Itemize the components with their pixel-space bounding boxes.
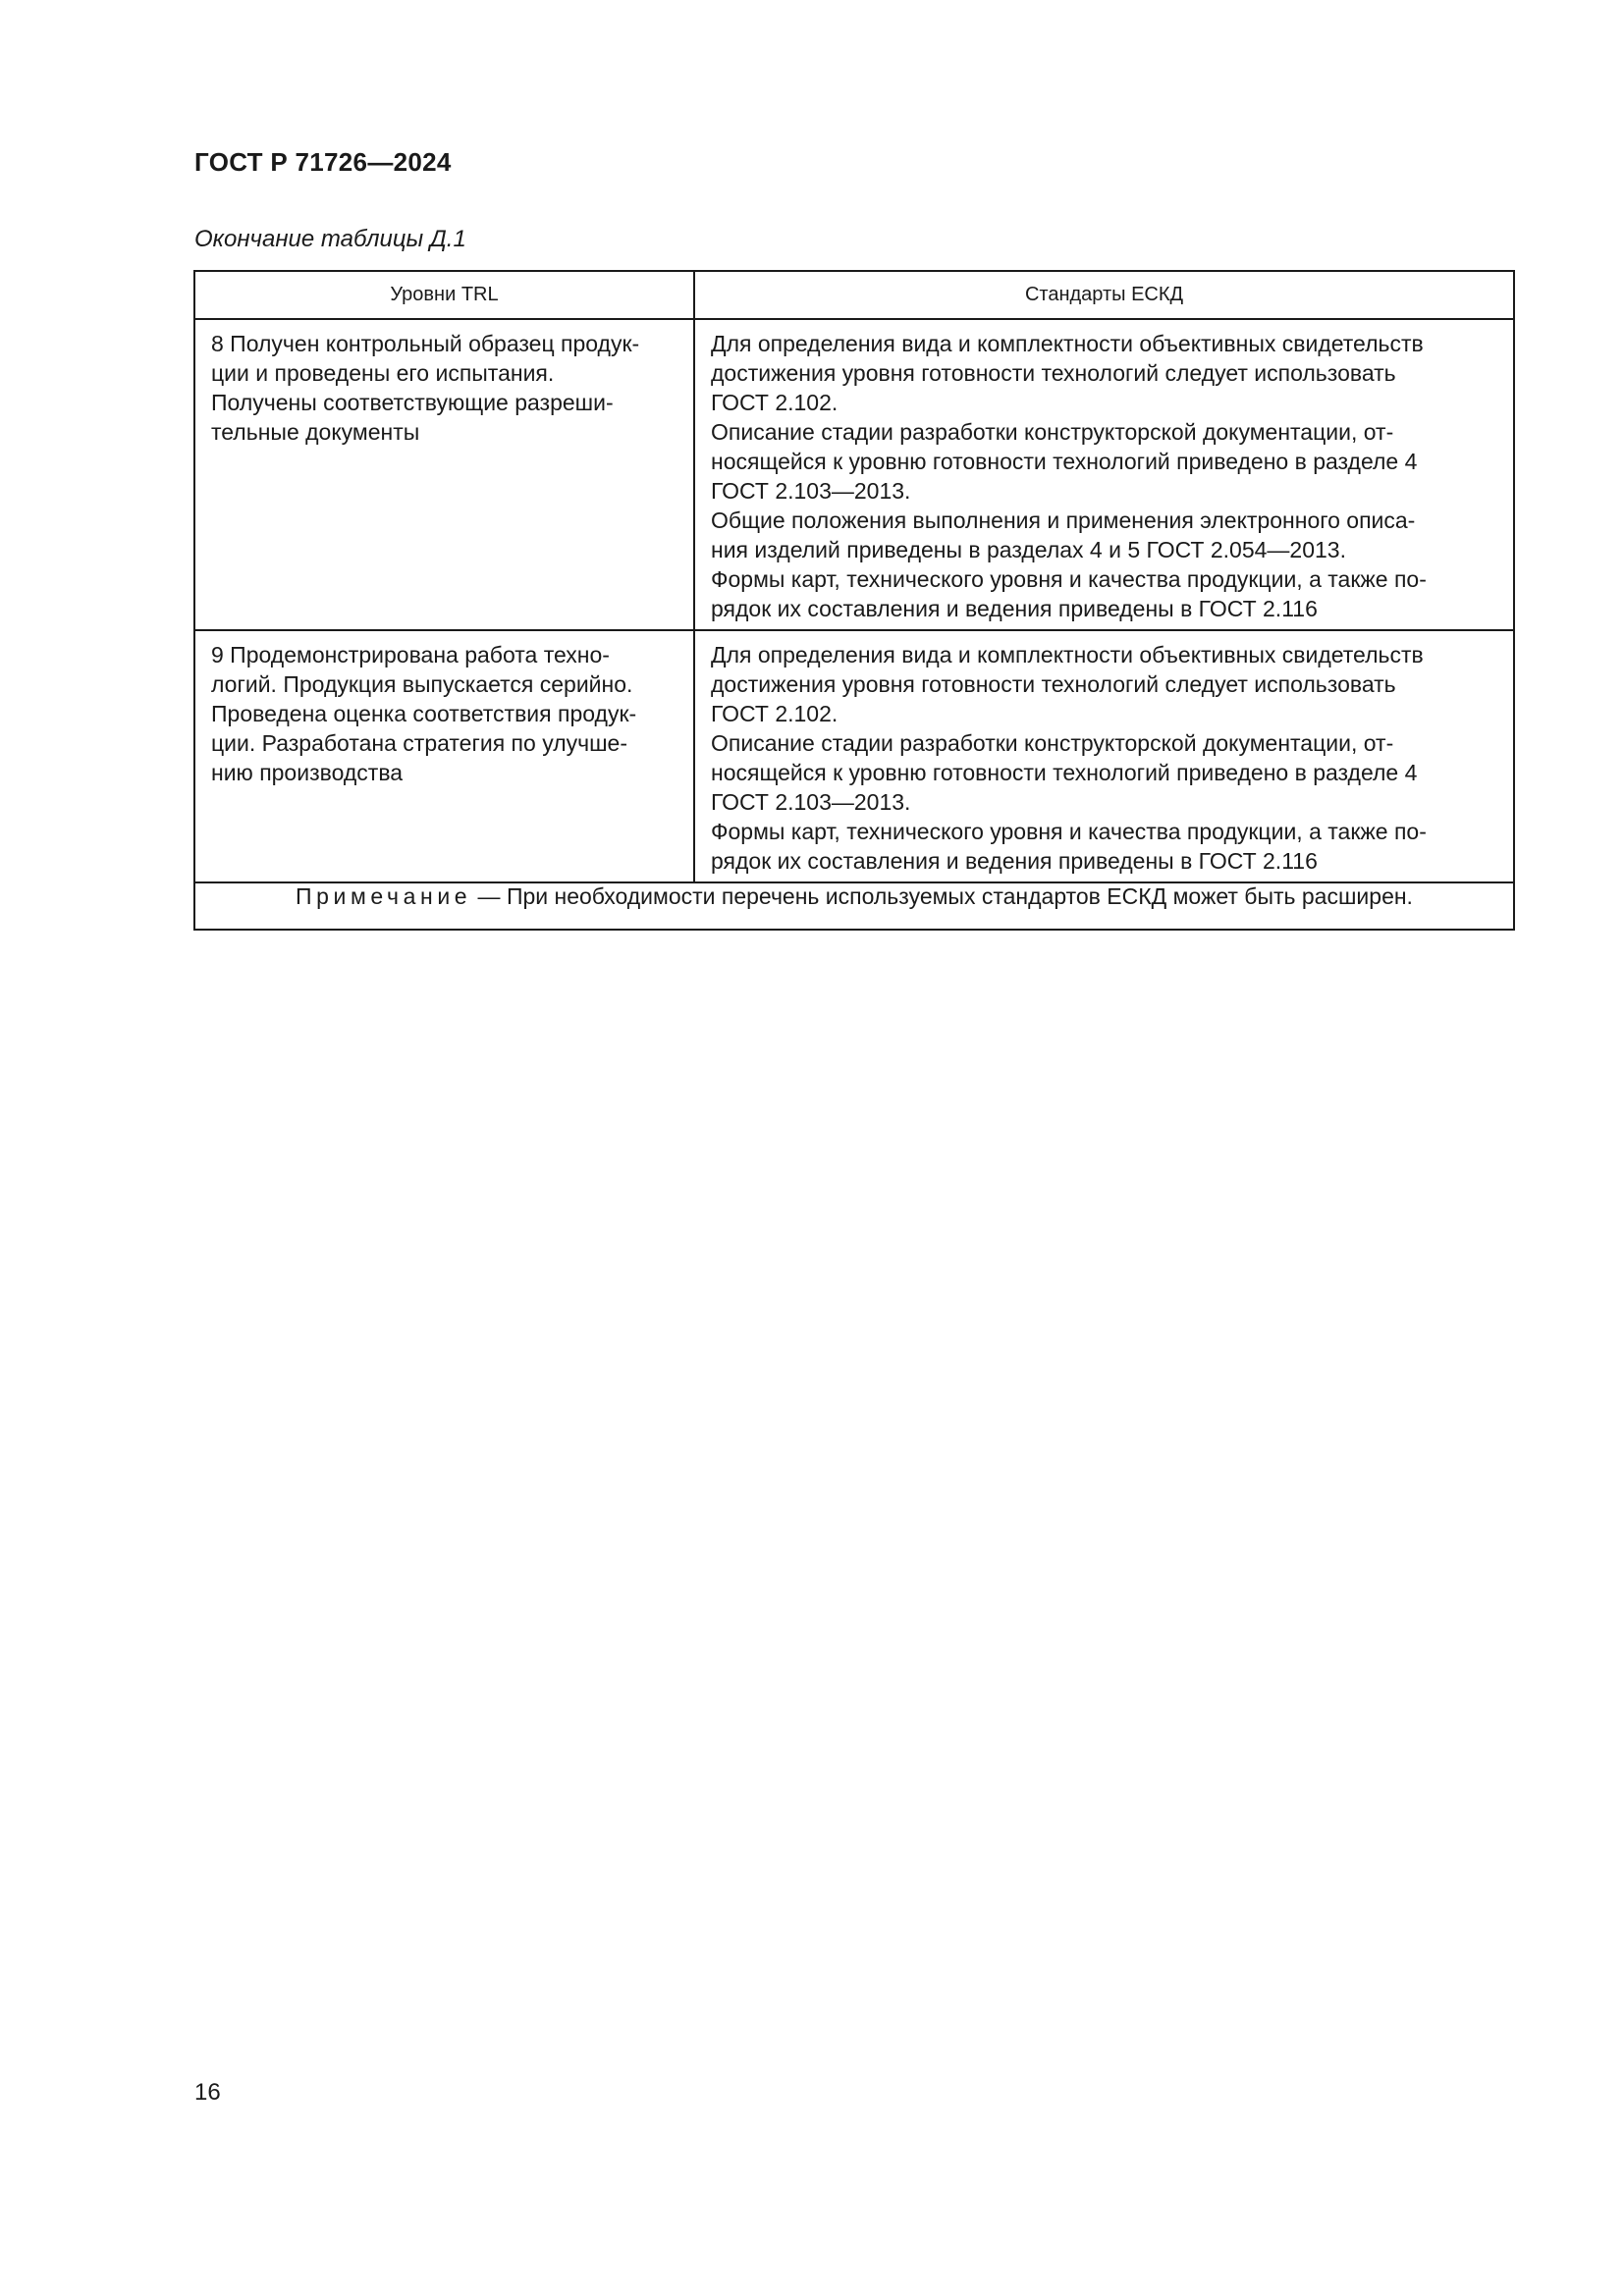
standards-table xyxy=(193,270,1515,931)
cell-line: Формы карт, технического уровня и качества продукции, а также по- xyxy=(711,566,1427,592)
table-row xyxy=(194,630,1514,882)
cell-line: ГОСТ 2.102. xyxy=(711,701,839,726)
table-note xyxy=(194,882,1514,930)
table-row xyxy=(194,319,1514,630)
table-caption: Окончание таблицы Д.1 xyxy=(194,226,466,252)
cell-line: носящейся к уровню готовности технологий приведено в разделе 4 xyxy=(711,449,1418,474)
cell-line: тельные документы xyxy=(211,419,420,445)
cell-line: достижения уровня готовности технологий следует использовать xyxy=(711,360,1396,386)
trl-level-cell xyxy=(194,630,694,882)
page-number: 16 xyxy=(194,2079,221,2106)
cell-line: носящейся к уровню готовности технологий приведено в разделе 4 xyxy=(711,760,1418,785)
trl-level-cell xyxy=(194,319,694,630)
cell-line: Получены соответствующие разреши- xyxy=(211,390,614,415)
cell-line: Общие положения выполнения и применения электронного описа- xyxy=(711,507,1416,533)
cell-line: логий. Продукция выпускается серийно. xyxy=(211,671,633,697)
standards-cell xyxy=(694,319,1514,630)
table-note-row xyxy=(194,882,1514,930)
standards-cell xyxy=(694,630,1514,882)
column-header-trl: Уровни TRL xyxy=(194,271,694,319)
cell-line: Формы карт, технического уровня и качества продукции, а также по- xyxy=(711,819,1427,844)
cell-line: рядок их составления и ведения приведены в ГОСТ 2.116 xyxy=(711,596,1318,621)
cell-line: ГОСТ 2.103—2013. xyxy=(711,789,911,815)
cell-line: ции и проведены его испытания. xyxy=(211,360,555,386)
column-header-standards: Стандарты ЕСКД xyxy=(694,271,1514,319)
cell-line: 9 Продемонстрирована работа техно- xyxy=(211,642,610,667)
cell-line: ции. Разработана стратегия по улучше- xyxy=(211,730,627,756)
cell-line: нию производства xyxy=(211,760,404,785)
cell-line: Для определения вида и комплектности объективных свидетельств xyxy=(711,642,1424,667)
cell-line: рядок их составления и ведения приведены в ГОСТ 2.116 xyxy=(711,848,1318,874)
document-code: ГОСТ Р 71726—2024 xyxy=(194,147,452,177)
cell-line: ния изделий приведены в разделах 4 и 5 ГОСТ 2.054—2013. xyxy=(711,537,1346,562)
cell-line: ГОСТ 2.102. xyxy=(711,390,839,415)
cell-line: Описание стадии разработки конструкторской документации, от- xyxy=(711,419,1394,445)
cell-line: ГОСТ 2.103—2013. xyxy=(711,478,911,504)
table-header-row xyxy=(194,271,1514,319)
cell-line: достижения уровня готовности технологий следует использовать xyxy=(711,671,1396,697)
note-label: Примечание xyxy=(296,883,472,909)
cell-line: Описание стадии разработки конструкторской документации, от- xyxy=(711,730,1394,756)
note-text: — При необходимости перечень используемых стандартов ЕСКД может быть расширен. xyxy=(471,883,1413,909)
cell-line: 8 Получен контрольный образец продук- xyxy=(211,331,640,356)
cell-line: Проведена оценка соответствия продук- xyxy=(211,701,637,726)
cell-line: Для определения вида и комплектности объективных свидетельств xyxy=(711,331,1424,356)
